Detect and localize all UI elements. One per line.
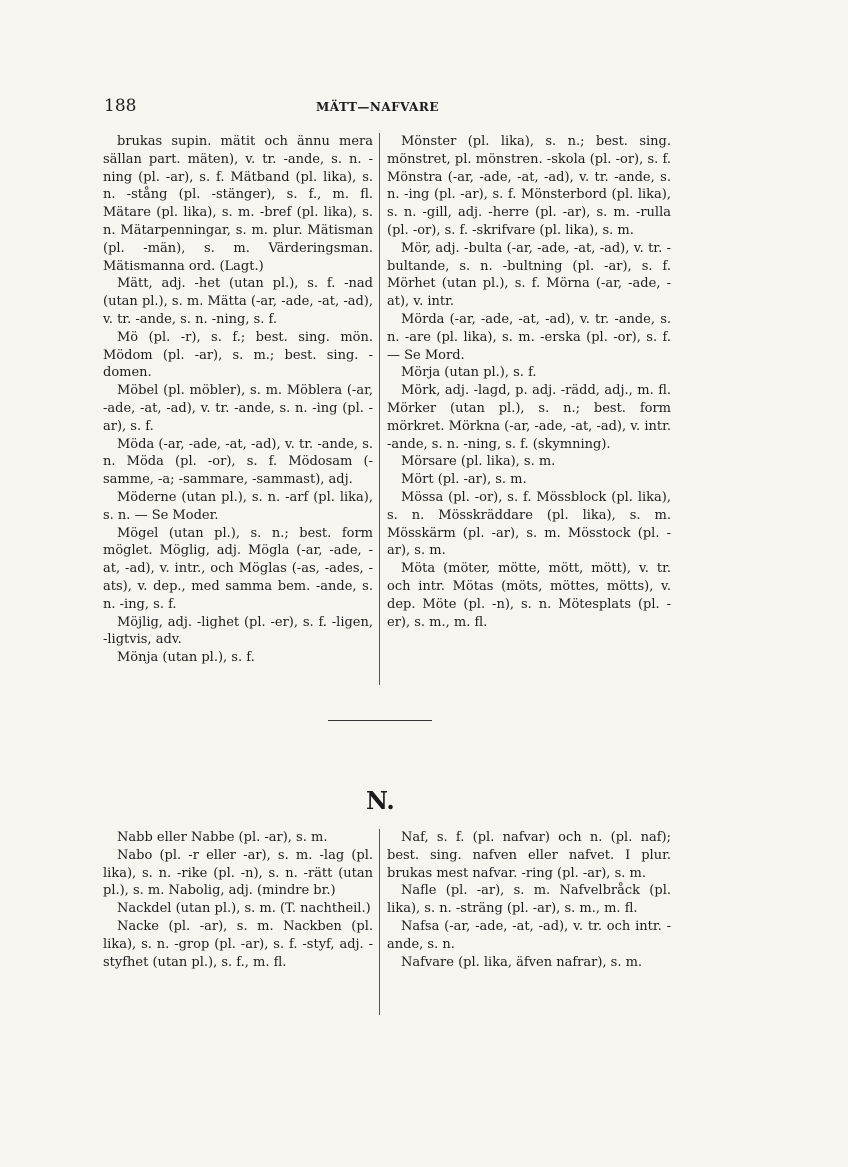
entry-text: Mössa (pl. -or), s. f. Mössblock (pl. lika), s. n. Mösskräddare (pl. lika), s. m. Mösskärm (pl. -ar), s. m. Mösstock (pl. -ar), s. m. <box>387 489 671 559</box>
entry-text: Nackdel (utan pl.), s. m. (T. nachtheil.) <box>117 901 371 917</box>
entry-text: Möta (möter, mötte, mött, mött), v. tr. och intr. Mötas (möts, möttes, mötts), v. dep. Möte (pl. -n), s. n. Mötesplats (pl. -er), s. m., m. fl. <box>387 561 671 630</box>
entry-text: Mör, adj. -bulta (-ar, -ade, -at, -ad), v. tr. -bultande, s. n. -bultning (pl. -ar), s. f. Mörhet (utan pl.), s. f. Mörna (-ar, -ade, -at), v. intr. <box>387 240 671 310</box>
running-head: MÄTT—NAFVARE <box>316 100 439 114</box>
entry-text: Naf, s. f. (pl. nafvar) och n. (pl. naf); best. sing. nafven eller nafvet. I plur. brukas mest nafvar. -ring (pl. -ar), s. m. <box>387 830 671 881</box>
entry-text: Möbel (pl. möbler), s. m. Möblera (-ar, -ade, -at, -ad), v. tr. -ande, s. n. -ing (pl. -ar), s. f. <box>103 383 373 434</box>
entry-text: Mörk, adj. -lagd, p. adj. -rädd, adj., m. fl. Mörker (utan pl.), s. n.; best. form mörkret. Mörkna (-ar, -ade, -at, -ad), v. intr. -ande, s. n. -ning, s. f. (skymning). <box>387 383 671 452</box>
entry-text: Nafsa (-ar, -ade, -at, -ad), v. tr. och intr. -ande, s. n. <box>387 918 671 952</box>
entry-text: Mörda (-ar, -ade, -at, -ad), v. tr. -ande, s. n. -are (pl. lika), s. m. -erska (pl. -or), s. f. — Se Mord. <box>387 311 671 363</box>
entry-text: Möjlig, adj. -lighet (pl. -er), s. f. -ligen, -ligtvis, adv. <box>103 614 373 648</box>
entry-text: Mätt, adj. -het (utan pl.), s. f. -nad (utan pl.), s. m. Mätta (-ar, -ade, -at, -ad), v. tr. -ande, s. n. -ning, s. f. <box>103 276 373 327</box>
entry-text: Nabo (pl. -r eller -ar), s. m. -lag (pl. lika), s. n. -rike (pl. -n), s. n. -rätt (utan pl.), s. m. Nabolig, adj. (mindre br.) <box>103 847 373 899</box>
entry-text: Mörja (utan pl.), s. f. <box>401 365 537 381</box>
entry-text: Nabb eller Nabbe (pl. -ar), s. m. <box>117 830 328 845</box>
entry-text: Mögel (utan pl.), s. n.; best. form möglet. Möglig, adj. Mögla (-ar, -ade, -at, -ad), v. intr., och Möglas (-as, -ades, -ats), v. dep., med samma bem. -ande, s. n. -ing, s. f. <box>103 525 373 612</box>
entry-text: Nafle (pl. -ar), s. m. Nafvelbråck (pl. lika), s. n. -sträng (pl. -ar), s. m., m. fl. <box>387 883 671 917</box>
page-number: 188 <box>104 96 137 116</box>
entry-text: Mö (pl. -r), s. f.; best. sing. mön. Mödom (pl. -ar), s. m.; best. sing. -domen. <box>103 329 373 381</box>
column-top-left <box>103 133 373 667</box>
entry-text: brukas supin. mätit och ännu mera sällan part. mäten), v. tr. -ande, s. n. -ning (pl. -ar), s. f. Mätband (pl. lika), s. n. -stång (pl. -stänger), s. f., m. fl. Mätare (pl. lika), s. m. -bref (pl. lika), s. n. Mätarpenningar, s. m. plur. Mätisman (pl. -män), s. m. Värderingsman. Mätismanna ord. (Lagt.) <box>103 134 373 274</box>
entry-text: Mönja (utan pl.), s. f. <box>117 650 255 666</box>
column-top-right <box>387 133 671 631</box>
column-bottom-right <box>387 829 671 971</box>
entry-text: Mört (pl. -ar), s. m. <box>401 472 527 488</box>
entry-text: Möderne (utan pl.), s. n. -arf (pl. lika), s. n. — Se Moder. <box>103 489 373 523</box>
entry-text: Nacke (pl. -ar), s. m. Nackben (pl. lika), s. n. -grop (pl. -ar), s. f. -styf, adj. -styfhet (utan pl.), s. f., m. fl. <box>103 918 373 970</box>
column-divider <box>379 829 380 1015</box>
section-letter-heading: N. <box>366 786 395 815</box>
entry-text: Möda (-ar, -ade, -at, -ad), v. tr. -ande, s. n. Möda (pl. -or), s. f. Mödosam (-samme, -a; -sammare, -sammast), adj. <box>103 436 373 488</box>
entry-text: Mönster (pl. lika), s. n.; best. sing. mönstret, pl. mönstren. -skola (pl. -or), s. f. Mönstra (-ar, -ade, -at, -ad), v. tr. -ande, s. n. -ing (pl. -ar), s. f. Mönsterbord (pl. lika), s. n. -gill, adj. -herre (pl. -ar), s. m. -rulla (pl. -or), s. f. -skrifvare (pl. lika), s. m. <box>387 134 671 238</box>
section-divider-rule <box>328 720 432 721</box>
column-bottom-left <box>103 829 373 971</box>
entry-text: Nafvare (pl. lika, äfven nafrar), s. m. <box>401 954 643 970</box>
column-divider <box>379 133 380 685</box>
entry-text: Mörsare (pl. lika), s. m. <box>401 454 556 470</box>
